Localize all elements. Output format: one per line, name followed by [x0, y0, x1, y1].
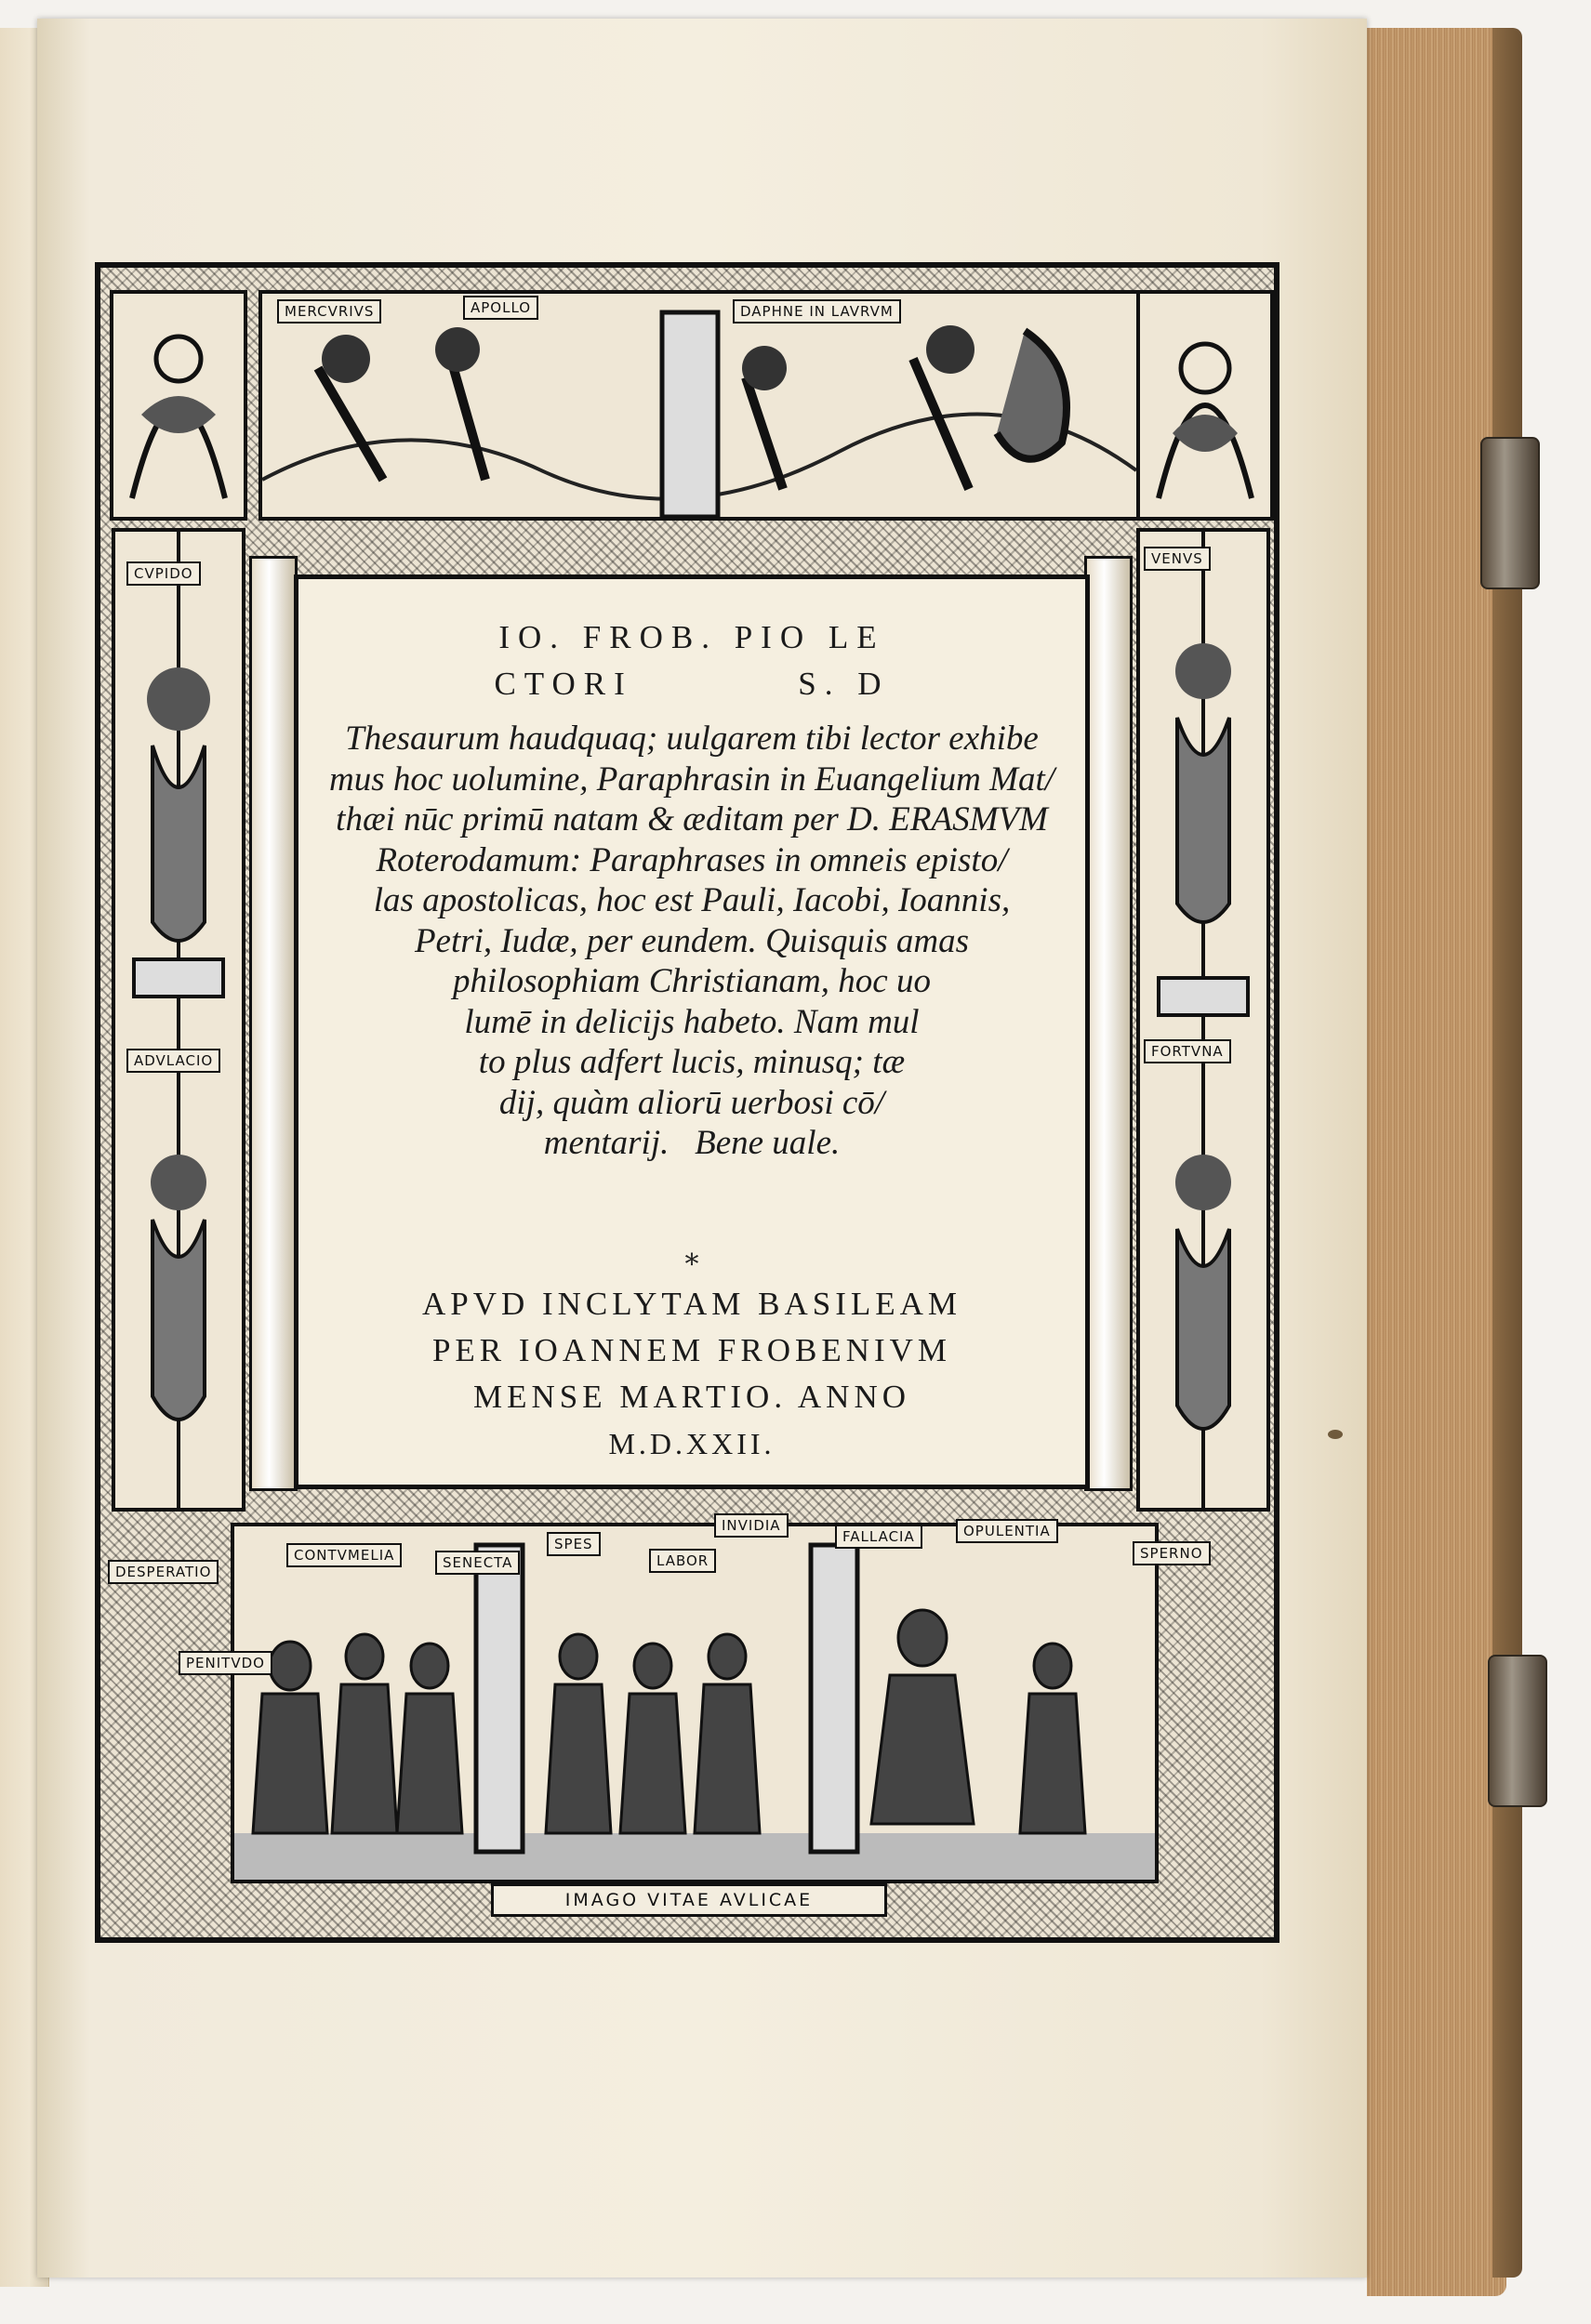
text-line: philosophiam Christianam, hoc uo	[453, 962, 931, 1000]
label-contvmelia: CONTVMELIA	[286, 1543, 402, 1567]
top-scene-apollo-daphne	[259, 290, 1140, 521]
label-senecta: SENECTA	[435, 1551, 520, 1575]
text-block	[294, 574, 1090, 1489]
heading-line-2: CTORI S. D	[494, 666, 890, 702]
imprint-line: PER IOANNEM FROBENIVM	[431, 1332, 952, 1368]
label-penitvdo: PENITVDO	[179, 1651, 272, 1675]
label-invidia: INVIDIA	[714, 1513, 789, 1538]
label-cvpido: CVPIDO	[126, 561, 201, 586]
clasp-top	[1480, 437, 1540, 589]
label-venvs: VENVS	[1144, 547, 1211, 571]
label-advlacio: ADVLACIO	[126, 1049, 220, 1073]
page-block-edge	[1367, 28, 1506, 2296]
title-page	[37, 19, 1367, 2278]
imprint	[298, 1281, 1085, 1420]
text-line: lumē in delicijs habeto. Nam mul	[464, 1002, 920, 1041]
page-hole	[1328, 1430, 1343, 1439]
right-pillar	[1084, 556, 1133, 1491]
imprint-line: MENSE MARTIO. ANNO	[473, 1379, 910, 1415]
text-line: thæi nūc primū natam & æditam per D. ERASMVM	[336, 800, 1048, 838]
text-line: Thesaurum haudquaq; uulgarem tibi lector exhibe	[345, 720, 1039, 758]
text-line: mus hoc uolumine, Paraphrasin in Euangelium Mat/	[328, 759, 1055, 799]
ornament-top-right	[1136, 290, 1274, 521]
label-apollo: APOLLO	[463, 296, 538, 320]
left-ornament-column	[112, 528, 245, 1512]
heading-line-1: IO. FROB. PIO LE	[498, 619, 885, 655]
text-line: dij, quàm aliorū uerbosi cō/	[498, 1083, 885, 1122]
ornament-top-left	[110, 290, 247, 521]
label-labor: LABOR	[649, 1549, 716, 1573]
dedication-heading	[298, 614, 1085, 707]
label-sperno: SPERNO	[1133, 1541, 1211, 1565]
label-daphne: DAPHNE IN LAVRVM	[733, 299, 901, 324]
imprint-date: M.D.XXII.	[608, 1427, 776, 1460]
clasp-bottom	[1488, 1655, 1547, 1807]
asterisk-ornament: *	[684, 1248, 699, 1281]
label-mercvrivs: MERCVRIVS	[277, 299, 381, 324]
text-line: Roterodamum: Paraphrases in omneis episto/	[376, 840, 1008, 879]
imprint-line: APVD INCLYTAM BASILEAM	[421, 1286, 962, 1322]
label-fortvna: FORTVNA	[1144, 1039, 1231, 1063]
right-ornament-column	[1136, 528, 1270, 1512]
label-fallacia: FALLACIA	[835, 1525, 922, 1549]
dedication-text	[298, 719, 1085, 1164]
label-desperatio: DESPERATIO	[108, 1560, 219, 1584]
bottom-scene-court-life	[231, 1523, 1159, 1883]
label-opulentia: OPULENTIA	[956, 1519, 1058, 1543]
text-line: Petri, Iudæ, per eundem. Quisquis amas	[414, 921, 970, 960]
cover-edge	[1492, 28, 1522, 2278]
label-spes: SPES	[547, 1532, 601, 1556]
text-line: mentarij. Bene uale.	[543, 1124, 841, 1162]
text-line: to plus adfert lucis, minusq; tæ	[478, 1043, 906, 1081]
woodcut-caption: IMAGO VITAE AVLICAE	[491, 1883, 887, 1917]
text-line: las apostolicas, hoc est Pauli, Iacobi, Ioannis,	[373, 881, 1011, 919]
left-pillar	[249, 556, 298, 1491]
woodcut-border	[95, 262, 1279, 1943]
